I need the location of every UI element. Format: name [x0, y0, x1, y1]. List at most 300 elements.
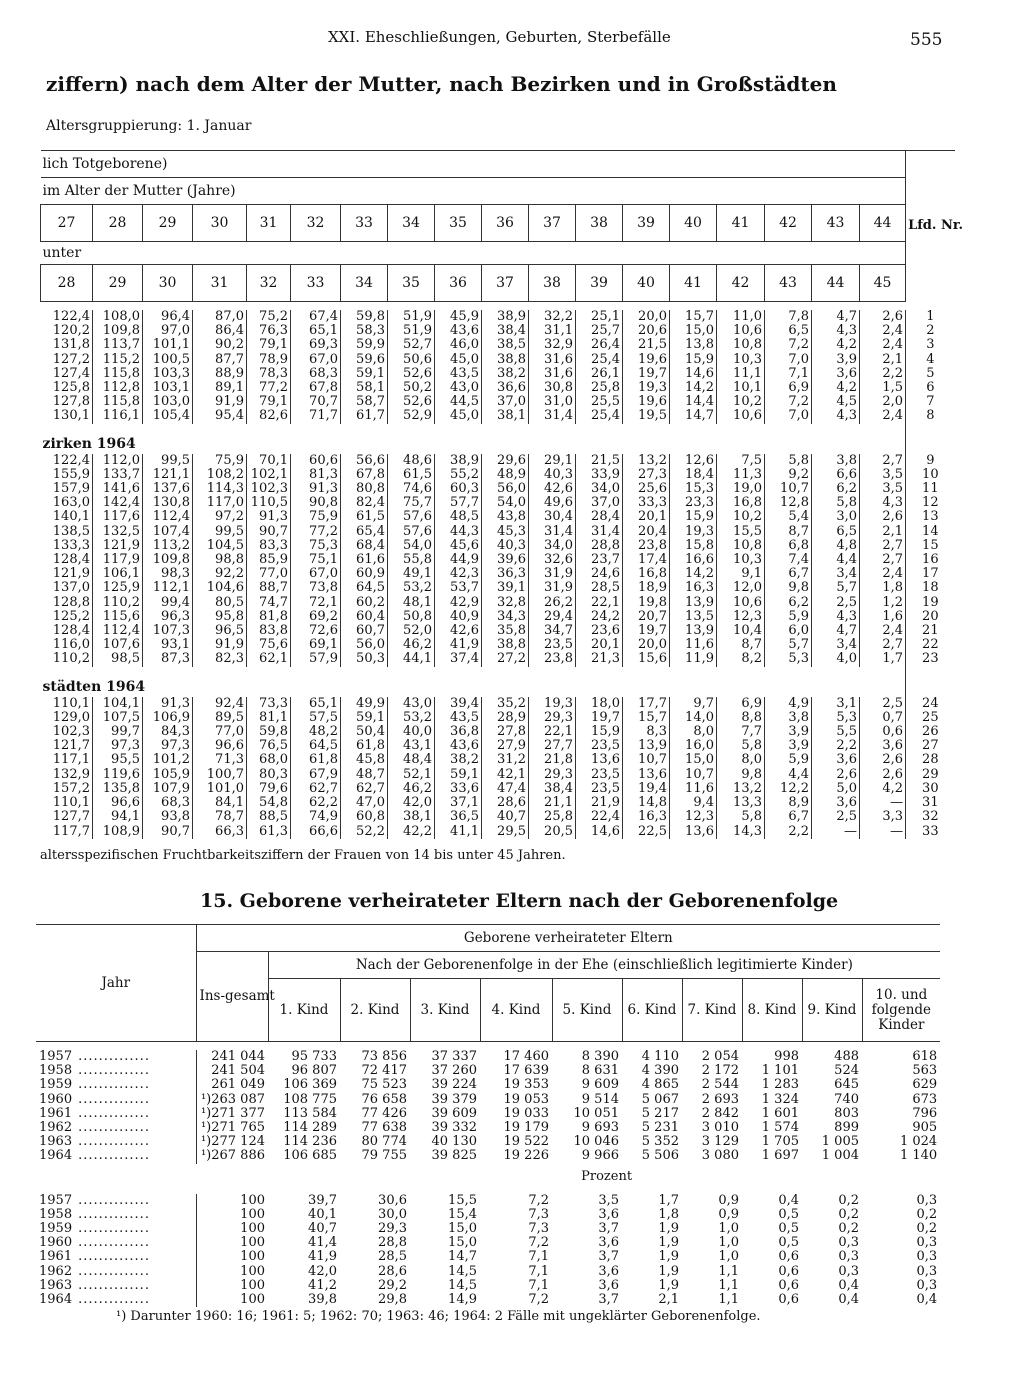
count-cell: 629 [912, 1077, 938, 1093]
rate-cell: 61,8 [341, 739, 388, 753]
count-cell: 29,3 [378, 1221, 407, 1237]
count-cell: 803 [834, 1105, 859, 1121]
table-row [41, 367, 955, 381]
rate-cell: 59,6 [341, 353, 388, 367]
row-number: 7 [906, 395, 955, 409]
rate-cell: 52,2 [341, 825, 388, 839]
count-cell: 0,9 [718, 1192, 739, 1208]
rate-cell: 132,5 [93, 525, 143, 539]
rate-cell: 95,8 [193, 610, 247, 624]
rate-cell: 23,8 [623, 539, 670, 553]
rate-cell: 93,1 [143, 638, 193, 652]
row-number: 22 [906, 638, 955, 652]
count-cell: 106 369 [283, 1077, 337, 1093]
row-number: 31 [906, 796, 955, 810]
count-cell: 1 140 [899, 1148, 938, 1164]
rate-cell: 13,9 [670, 624, 717, 638]
count-cell: 1 324 [761, 1091, 799, 1107]
rate-cell: 2,7 [882, 552, 904, 568]
rate-cell: 77,2 [291, 525, 341, 539]
count-cell: 10 046 [573, 1134, 619, 1150]
rate-cell: 110,5 [247, 496, 291, 510]
rate-cell: 62,7 [341, 782, 388, 796]
rate-cell: 98,8 [193, 553, 247, 567]
rate-cell: 4,4 [812, 553, 860, 567]
count-cell: 40,1 [308, 1206, 337, 1222]
rate-cell: 42,0 [388, 796, 435, 810]
year-cell [36, 1279, 196, 1293]
rate-cell: 103,3 [143, 367, 193, 381]
total-cell: ¹)271 765 [196, 1121, 268, 1135]
total-cell: ¹)267 886 [196, 1149, 268, 1163]
rate-cell: 58,3 [341, 324, 388, 338]
rate-cell: 117,1 [41, 753, 93, 767]
rate-cell: 21,3 [576, 652, 623, 666]
rate-cell: 142,4 [93, 496, 143, 510]
rate-cell: 125,9 [93, 581, 143, 595]
count-cell: 39 224 [431, 1077, 477, 1093]
rate-cell: 80,5 [193, 596, 247, 610]
rate-cell: 99,5 [193, 525, 247, 539]
leader-dots: .............. [78, 1049, 150, 1064]
rate-cell: 4,7 [812, 310, 860, 324]
row-number: 3 [906, 338, 955, 352]
total-cell: 100 [196, 1208, 268, 1222]
rate-cell: 9,2 [765, 468, 812, 482]
rate-cell: 23,5 [529, 638, 576, 652]
age-to-header: 28 [41, 265, 93, 302]
rate-cell: 94,1 [93, 810, 143, 824]
rate-cell: 19,4 [623, 782, 670, 796]
rate-cell: 5,8 [765, 454, 812, 468]
rate-cell: 10,8 [717, 539, 765, 553]
leader-dots: .............. [78, 1249, 150, 1265]
rate-cell: 2,0 [882, 394, 904, 410]
year-value: 1961 [39, 1249, 73, 1265]
rate-cell: 76,5 [247, 739, 291, 753]
rate-cell: 133,3 [41, 539, 93, 553]
rate-cell: 52,6 [388, 367, 435, 381]
rate-cell: 58,7 [341, 395, 388, 409]
rate-cell: 91,3 [291, 482, 341, 496]
rate-cell: 96,5 [193, 624, 247, 638]
year-cell [36, 1107, 196, 1121]
age-to-header: 40 [623, 265, 670, 302]
count-cell: 2 172 [701, 1063, 739, 1079]
rate-cell: 12,8 [765, 496, 812, 510]
rate-cell: 131,8 [41, 338, 93, 352]
rate-cell: 109,8 [93, 324, 143, 338]
count-cell: 30,6 [378, 1192, 407, 1208]
count-cell: 0,3 [838, 1249, 859, 1265]
col-header-lfd-nr: Lfd. Nr. [906, 151, 955, 302]
count-cell: 114 236 [283, 1134, 337, 1150]
count-cell: 42,0 [308, 1263, 337, 1279]
rate-cell: 2,4 [882, 623, 904, 639]
rate-cell: 2,7 [882, 637, 904, 653]
rate-cell: 77,0 [193, 725, 247, 739]
count-cell: 4 865 [641, 1077, 679, 1093]
table-row [36, 1149, 940, 1163]
rate-cell: 25,8 [529, 810, 576, 824]
rate-cell: 32,2 [529, 310, 576, 324]
rate-cell: 20,5 [529, 825, 576, 839]
total-cell: 100 [196, 1279, 268, 1293]
rate-cell: 48,7 [341, 768, 388, 782]
rate-cell: 55,2 [435, 468, 482, 482]
rate-cell: 34,3 [482, 610, 529, 624]
rate-cell: 15,0 [670, 324, 717, 338]
age-to-header: 32 [247, 265, 291, 302]
rate-cell: 2,4 [882, 323, 904, 339]
table-row [36, 1121, 940, 1135]
rate-cell: 20,6 [623, 324, 670, 338]
count-cell: 29,2 [378, 1277, 407, 1293]
rate-cell: 34,0 [529, 539, 576, 553]
total-cell: ¹)271 377 [196, 1107, 268, 1121]
subgroup-header: Nach der Geborenenfolge in der Ehe (einschließlich legitimierte Kinder) [268, 952, 940, 979]
count-cell: 1 283 [761, 1077, 799, 1093]
rate-cell: 3,8 [812, 454, 860, 468]
running-header: XXI. Eheschließungen, Geburten, Sterbefälle [328, 28, 671, 46]
rate-cell: 87,7 [193, 353, 247, 367]
rate-cell: 38,4 [529, 782, 576, 796]
count-cell: 3,6 [598, 1235, 619, 1251]
rate-cell: 98,5 [93, 652, 143, 666]
rate-cell: 20,1 [623, 510, 670, 524]
rate-cell: 130,8 [143, 496, 193, 510]
year-value: 1958 [39, 1063, 73, 1079]
rate-cell: 17,7 [623, 697, 670, 711]
rate-cell: 105,4 [143, 409, 193, 423]
rate-cell: 108,2 [193, 468, 247, 482]
rate-cell: 1,5 [882, 380, 904, 396]
rate-cell: 86,4 [193, 324, 247, 338]
count-cell: 79 755 [361, 1148, 407, 1164]
rate-cell: 107,6 [93, 638, 143, 652]
rate-cell: 4,0 [812, 652, 860, 666]
rate-cell: 14,7 [670, 409, 717, 423]
rate-cell: 19,7 [576, 711, 623, 725]
rate-cell: 60,2 [341, 596, 388, 610]
count-cell: 905 [912, 1120, 938, 1136]
rate-cell: 62,2 [291, 796, 341, 810]
rate-cell: 15,3 [670, 482, 717, 496]
rate-cell: 115,8 [93, 395, 143, 409]
rate-cell: 4,8 [812, 539, 860, 553]
count-cell: 39,7 [308, 1192, 337, 1208]
count-cell: 0,2 [838, 1192, 859, 1208]
rate-cell: 21,1 [529, 796, 576, 810]
rate-cell: 113,2 [143, 539, 193, 553]
total-cell: 100 [196, 1250, 268, 1264]
rate-cell: 4,3 [882, 495, 904, 511]
section-footnote: ¹) Darunter 1960: 16; 1961: 5; 1962: 70; 1963: 46; 1964: 2 Fälle mit ungeklärter Geborenenfolge. [116, 1309, 761, 1324]
rate-cell: 67,4 [291, 310, 341, 324]
rate-cell: 91,3 [247, 510, 291, 524]
rate-cell: 141,6 [93, 482, 143, 496]
group-header: Geborene verheirateter Eltern [196, 925, 940, 952]
row-number: 11 [906, 482, 955, 496]
count-cell: 4 110 [641, 1049, 679, 1064]
count-cell: 3,6 [598, 1263, 619, 1279]
age-from-header: 31 [247, 205, 291, 242]
row-number: 32 [906, 810, 955, 824]
rate-cell: 4,4 [765, 768, 812, 782]
rate-cell: 23,3 [670, 496, 717, 510]
rate-cell: 112,1 [143, 581, 193, 595]
table-row [41, 638, 955, 652]
rate-cell: 52,0 [388, 624, 435, 638]
age-from-header: 39 [623, 205, 670, 242]
header-under: unter [42, 244, 82, 261]
count-cell: 796 [912, 1105, 938, 1121]
rate-cell: 37,1 [435, 796, 482, 810]
rate-cell: 42,6 [529, 482, 576, 496]
age-from-header: 30 [193, 205, 247, 242]
count-cell: 114 289 [283, 1120, 337, 1136]
year-cell [36, 1222, 196, 1236]
count-cell: 75 523 [361, 1077, 407, 1093]
count-cell: 0,6 [778, 1277, 799, 1293]
rate-cell: 75,2 [247, 310, 291, 324]
age-from-header: 33 [341, 205, 388, 242]
rate-cell: 107,3 [143, 624, 193, 638]
count-cell: 1,0 [718, 1221, 739, 1237]
rate-cell: 93,8 [143, 810, 193, 824]
total-cell: 100 [196, 1222, 268, 1236]
rate-cell: 40,3 [529, 468, 576, 482]
count-cell: 3,5 [598, 1192, 619, 1208]
rate-cell: 22,5 [623, 825, 670, 839]
rate-cell: 3,1 [812, 697, 860, 711]
rate-cell: 31,0 [529, 395, 576, 409]
rate-cell: 78,3 [247, 367, 291, 381]
rate-cell: 43,0 [388, 697, 435, 711]
rate-cell: 60,3 [435, 482, 482, 496]
rate-cell: 24,2 [576, 610, 623, 624]
rate-cell: 38,9 [482, 310, 529, 324]
rate-cell: 6,6 [812, 468, 860, 482]
rate-cell: 38,2 [435, 753, 482, 767]
rate-cell: 9,8 [765, 581, 812, 595]
rate-cell: 65,1 [291, 324, 341, 338]
count-cell: 5 067 [641, 1091, 679, 1107]
rate-cell: 117,7 [41, 825, 93, 839]
rate-cell: 87,0 [193, 310, 247, 324]
section-label: zirken 1964 [42, 436, 136, 453]
rate-cell: 23,5 [576, 739, 623, 753]
table-row [41, 697, 955, 711]
rate-cell: 95,5 [93, 753, 143, 767]
count-cell: 1 004 [821, 1148, 859, 1164]
age-to-header: 45 [860, 265, 906, 302]
age-to-header: 43 [765, 265, 812, 302]
rate-cell: 16,0 [670, 739, 717, 753]
count-cell: 9 609 [581, 1077, 619, 1093]
leader-dots: .............. [78, 1206, 150, 1222]
rate-cell: 97,3 [93, 739, 143, 753]
table-row [41, 510, 955, 524]
rate-cell: 75,1 [291, 553, 341, 567]
rate-cell: 45,0 [435, 353, 482, 367]
count-cell: 563 [912, 1063, 938, 1079]
rate-cell: 73,3 [247, 697, 291, 711]
count-cell: 3 010 [701, 1120, 739, 1136]
rate-cell: 1,7 [882, 651, 904, 667]
age-from-header: 43 [812, 205, 860, 242]
rate-cell: 46,2 [388, 638, 435, 652]
age-to-header: 39 [576, 265, 623, 302]
count-cell: 39 825 [431, 1148, 477, 1164]
rate-cell: 43,1 [388, 739, 435, 753]
table-heading: ziffern) nach dem Alter der Mutter, nach Bezirken und in Großstädten [46, 72, 837, 96]
rate-cell: 9,7 [670, 697, 717, 711]
row-number: 29 [906, 768, 955, 782]
rate-cell: 15,6 [623, 652, 670, 666]
year-value: 1964 [39, 1292, 73, 1308]
rate-cell: 128,4 [41, 624, 93, 638]
year-cell [36, 1121, 196, 1135]
count-cell: 740 [834, 1091, 859, 1107]
rate-cell: 23,8 [529, 652, 576, 666]
total-cell: ¹)263 087 [196, 1093, 268, 1107]
rate-cell: 2,5 [882, 695, 904, 711]
rate-cell: 79,1 [247, 338, 291, 352]
row-number: 28 [906, 753, 955, 767]
rate-cell: 50,3 [341, 652, 388, 666]
rate-cell: 5,8 [717, 810, 765, 824]
rate-cell: 13,6 [670, 825, 717, 839]
row-number: 21 [906, 624, 955, 638]
table-row [41, 753, 955, 767]
year-value: 1961 [39, 1105, 73, 1121]
rate-cell: 61,5 [388, 468, 435, 482]
total-cell: 100 [196, 1265, 268, 1279]
count-cell: 0,3 [838, 1235, 859, 1251]
count-cell: 1,0 [718, 1235, 739, 1251]
rate-cell: 91,9 [193, 638, 247, 652]
rate-cell: 0,6 [882, 724, 904, 740]
rate-cell: 50,2 [388, 381, 435, 395]
rate-cell: 31,6 [529, 367, 576, 381]
count-cell: 1 101 [761, 1063, 799, 1079]
rate-cell: 48,2 [291, 725, 341, 739]
rate-cell: 5,4 [765, 510, 812, 524]
header-births-note: lich Totgeborene) [41, 151, 906, 178]
rate-cell: 14,3 [717, 825, 765, 839]
count-cell: 39 379 [431, 1091, 477, 1107]
rate-cell: 19,8 [623, 596, 670, 610]
rate-cell: 80,3 [247, 768, 291, 782]
rate-cell: 43,5 [435, 367, 482, 381]
rate-cell: 3,4 [812, 567, 860, 581]
table-row [36, 1208, 940, 1222]
count-cell: 0,2 [838, 1206, 859, 1222]
count-cell: 14,5 [448, 1263, 477, 1279]
rate-cell: 10,6 [717, 596, 765, 610]
rate-cell: 53,2 [388, 581, 435, 595]
rate-cell: 10,7 [670, 768, 717, 782]
count-cell: 37 337 [431, 1049, 477, 1064]
rate-cell: 29,4 [529, 610, 576, 624]
count-cell: 0,5 [778, 1221, 799, 1237]
count-cell: 95 733 [291, 1049, 337, 1064]
row-number: 30 [906, 782, 955, 796]
rate-cell: 21,5 [576, 454, 623, 468]
rate-cell: 9,8 [717, 768, 765, 782]
rate-cell: 90,8 [291, 496, 341, 510]
year-cell [36, 1135, 196, 1149]
age-from-header: 34 [388, 205, 435, 242]
rate-cell: 2,1 [882, 351, 904, 367]
rate-cell: 19,6 [623, 395, 670, 409]
count-cell: 0,5 [778, 1235, 799, 1251]
rate-cell: 47,0 [341, 796, 388, 810]
leader-dots: .............. [78, 1120, 150, 1136]
rate-cell: 92,2 [193, 567, 247, 581]
total-cell: ¹)277 124 [196, 1135, 268, 1149]
count-cell: 3,7 [598, 1292, 619, 1308]
rate-cell: 31,4 [529, 409, 576, 423]
rate-cell: 67,0 [291, 567, 341, 581]
rate-cell: 26,2 [529, 596, 576, 610]
rate-cell: 38,2 [482, 367, 529, 381]
rate-cell: 88,5 [247, 810, 291, 824]
rate-cell: 89,5 [193, 711, 247, 725]
col-header-year [36, 925, 196, 1042]
rate-cell: 20,7 [623, 610, 670, 624]
rate-cell: 88,7 [247, 581, 291, 595]
rate-cell: 114,3 [193, 482, 247, 496]
table-row [41, 567, 955, 581]
count-cell: 0,6 [778, 1249, 799, 1265]
rate-cell: 103,0 [143, 395, 193, 409]
rate-cell: 12,2 [765, 782, 812, 796]
rate-cell: — [812, 825, 860, 839]
rate-cell: 28,8 [576, 539, 623, 553]
rate-cell: 30,8 [529, 381, 576, 395]
year-cell [36, 1064, 196, 1078]
row-number: 24 [906, 697, 955, 711]
table-row [41, 338, 955, 352]
leader-dots: .............. [78, 1263, 150, 1279]
row-number: 1 [906, 310, 955, 324]
rate-cell: 6,5 [765, 324, 812, 338]
grouping-note: Altersgruppierung: 1. Januar [46, 118, 252, 134]
rate-cell: 89,1 [193, 381, 247, 395]
table-row [36, 1135, 940, 1149]
rate-cell: 119,6 [93, 768, 143, 782]
rate-cell: 4,3 [812, 324, 860, 338]
rate-cell: 121,9 [93, 539, 143, 553]
rate-cell: 61,6 [341, 553, 388, 567]
rate-cell: 42,6 [435, 624, 482, 638]
rate-cell: 7,5 [717, 454, 765, 468]
rate-cell: 27,7 [529, 739, 576, 753]
age-to-header: 44 [812, 265, 860, 302]
rate-cell: 98,3 [143, 567, 193, 581]
rate-cell: 6,5 [812, 525, 860, 539]
count-cell: 1,0 [718, 1249, 739, 1265]
count-cell: 1,7 [658, 1192, 679, 1208]
rate-cell: 38,4 [482, 324, 529, 338]
count-cell: 524 [834, 1063, 859, 1079]
rate-cell: 11,6 [670, 782, 717, 796]
rate-cell: 2,6 [812, 768, 860, 782]
rate-cell: 10,7 [623, 753, 670, 767]
rate-cell: 20,4 [623, 525, 670, 539]
